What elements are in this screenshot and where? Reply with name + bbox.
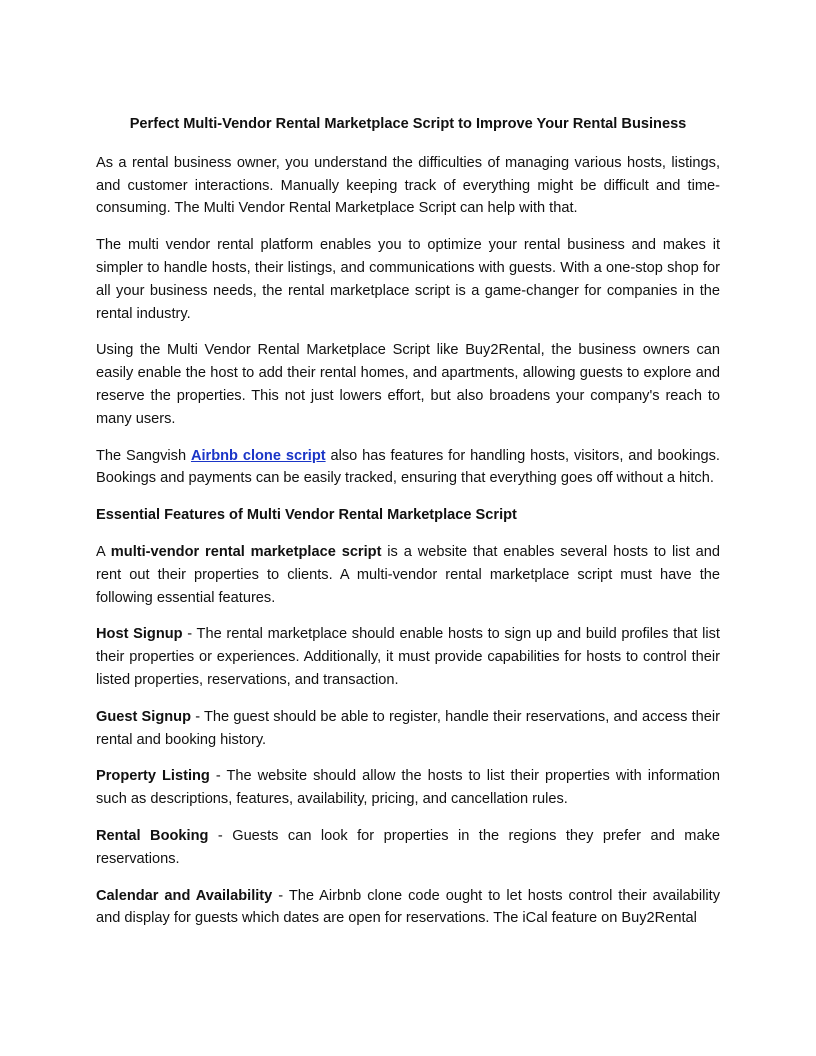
feature-text: - The Airbnb clone code ought to let hosts control their availability and display for guests which dates are open for reservations. The iCal feature on Buy2Rental — [96, 887, 720, 927]
airbnb-clone-script-link[interactable]: Airbnb clone script — [190, 447, 326, 464]
paragraph-definition — [96, 541, 720, 609]
paragraph-intro: As a rental business owner, you understand the difficulties of managing various hosts, listings, and customer interactions. Manually keeping track of everything might be difficult and time-consuming. The Multi Vendor Rental Marketplace Script can help with that. — [96, 154, 720, 217]
feature-property-listing — [96, 765, 720, 811]
paragraph-sangvish — [96, 445, 720, 491]
feature-text: - The website should allow the hosts to list their properties with information such as descriptions, features, availability, pricing, and cancellation rules. — [96, 768, 720, 808]
feature-host-signup — [96, 623, 720, 691]
document-body — [96, 113, 720, 944]
paragraph-text: A — [96, 543, 111, 560]
feature-guest-signup — [96, 706, 720, 752]
paragraph-platform: The multi vendor rental platform enables you to optimize your rental business and makes it simpler to handle hosts, their listings, and communications with guests. With a one-stop shop for all your business needs, the rental marketplace script is a game-changer for companies in the rental industry. — [96, 237, 720, 322]
feature-rental-booking — [96, 825, 720, 871]
feature-term: Calendar and Availability — [96, 887, 273, 904]
feature-term: Host Signup — [96, 626, 183, 643]
feature-text: - The rental marketplace should enable hosts to sign up and build profiles that list their properties or experiences. Additionally, it must provide capabilities for hosts to control their listed properties, reservations, and transaction. — [96, 626, 720, 688]
paragraph-text: is a website that enables several hosts to list and rent out their properties to clients. A multi-vendor rental marketplace script must have the following essential features. — [96, 543, 720, 606]
section-heading: Essential Features of Multi Vendor Rental Marketplace Script — [96, 507, 517, 524]
feature-term: Rental Booking — [96, 827, 209, 844]
document-title: Perfect Multi-Vendor Rental Marketplace Script to Improve Your Rental Business — [129, 116, 687, 132]
feature-calendar-availability — [96, 885, 720, 931]
bold-term: multi-vendor rental marketplace script — [110, 543, 382, 560]
paragraph-buy2rental: Using the Multi Vendor Rental Marketplace Script like Buy2Rental, the business owners can easily enable the host to add their rental homes, and apartments, allowing guests to explore and reserve the properties. This not just lowers effort, but also broadens your company's reach to many users. — [96, 342, 720, 427]
feature-term: Property Listing — [96, 768, 210, 785]
paragraph-text: also has features for handling hosts, visitors, and bookings. Bookings and payments can be easily tracked, ensuring that everything goes off without a hitch. — [96, 447, 720, 487]
feature-text: - The guest should be able to register, handle their reservations, and access their rental and booking history. — [96, 708, 720, 748]
paragraph-text: The Sangvish — [96, 447, 191, 464]
feature-text: - Guests can look for properties in the regions they prefer and make reservations. — [96, 827, 720, 867]
feature-term: Guest Signup — [96, 708, 191, 725]
